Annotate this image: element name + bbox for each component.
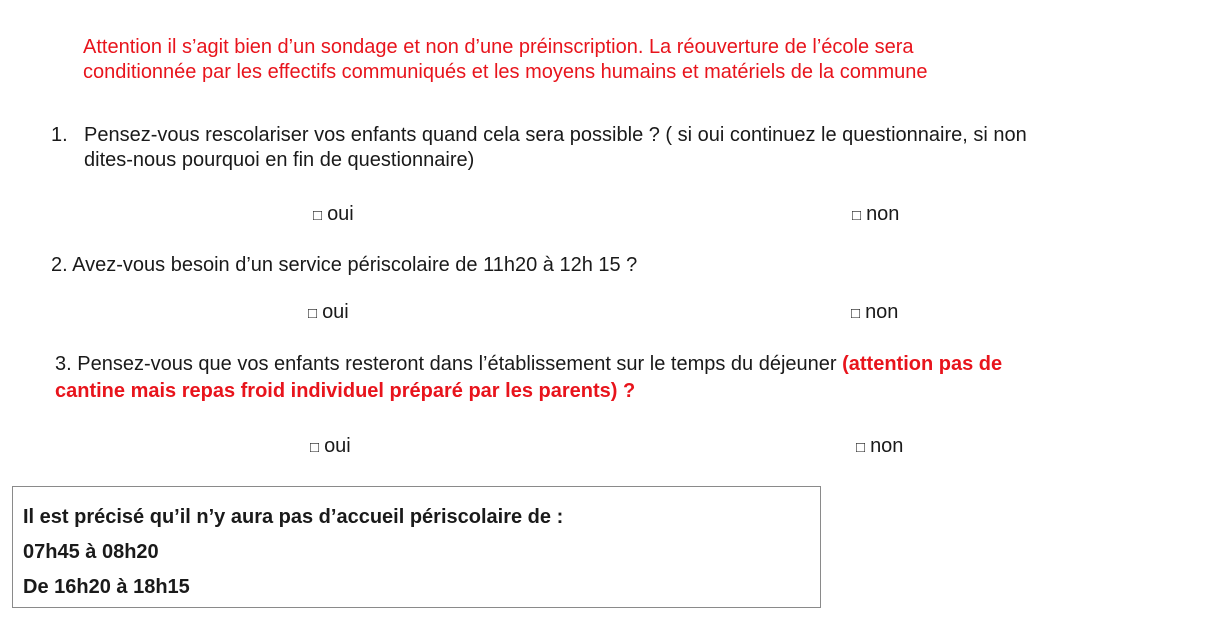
checkbox-icon[interactable]: □ [851, 305, 861, 322]
option-label: non [866, 203, 900, 225]
checkbox-icon[interactable]: □ [852, 207, 862, 224]
warning-line-1: Attention il s’agit bien d’un sondage et non d’une préinscription. La réouverture de l’école sera [83, 36, 914, 58]
question-2-option-oui[interactable] [308, 300, 349, 326]
question-1-option-oui[interactable] [313, 202, 354, 228]
question-2-text: 2. Avez-vous besoin d’un service périscolaire de 11h20 à 12h 15 ? [51, 254, 638, 276]
notice-slot-2: De 16h20 à 18h15 [23, 576, 190, 598]
option-label: oui [324, 435, 351, 457]
question-1-option-non[interactable] [852, 202, 899, 228]
option-label: non [870, 435, 904, 457]
checkbox-icon[interactable]: □ [308, 305, 318, 322]
question-3-line-2: cantine mais repas froid individuel préparé par les parents) ? [55, 380, 636, 402]
warning-line-2: conditionnée par les effectifs communiqués et les moyens humains et matériels de la commune [83, 61, 928, 83]
notice-box [12, 486, 821, 608]
cutoff-text-bottom [190, 620, 196, 644]
checkbox-icon[interactable]: □ [856, 439, 866, 456]
question-3-text: 3. Pensez-vous que vos enfants resteront dans l’établissement sur le temps du déjeuner [55, 353, 843, 375]
question-3-option-oui[interactable] [310, 434, 351, 460]
question-1-line-2: dites-nous pourquoi en fin de questionnaire) [84, 149, 475, 171]
option-label: oui [322, 301, 349, 323]
question-3-line-1 [55, 352, 1002, 376]
option-label: non [865, 301, 899, 323]
notice-title: Il est précisé qu’il n’y aura pas d’accueil périscolaire de : [23, 506, 564, 528]
cutoff-text-top [84, 0, 90, 10]
checkbox-icon[interactable]: □ [313, 207, 323, 224]
question-1-number: 1. [51, 124, 68, 146]
question-3-warning: (attention pas de [842, 353, 1003, 375]
notice-slot-1: 07h45 à 08h20 [23, 541, 159, 563]
checkbox-icon[interactable]: □ [310, 439, 320, 456]
question-1-line-1: Pensez-vous rescolariser vos enfants quand cela sera possible ? ( si oui continuez le questionnaire, si non [84, 124, 1027, 146]
question-3-option-non[interactable] [856, 434, 903, 460]
question-2-option-non[interactable] [851, 300, 898, 326]
option-label: oui [327, 203, 354, 225]
